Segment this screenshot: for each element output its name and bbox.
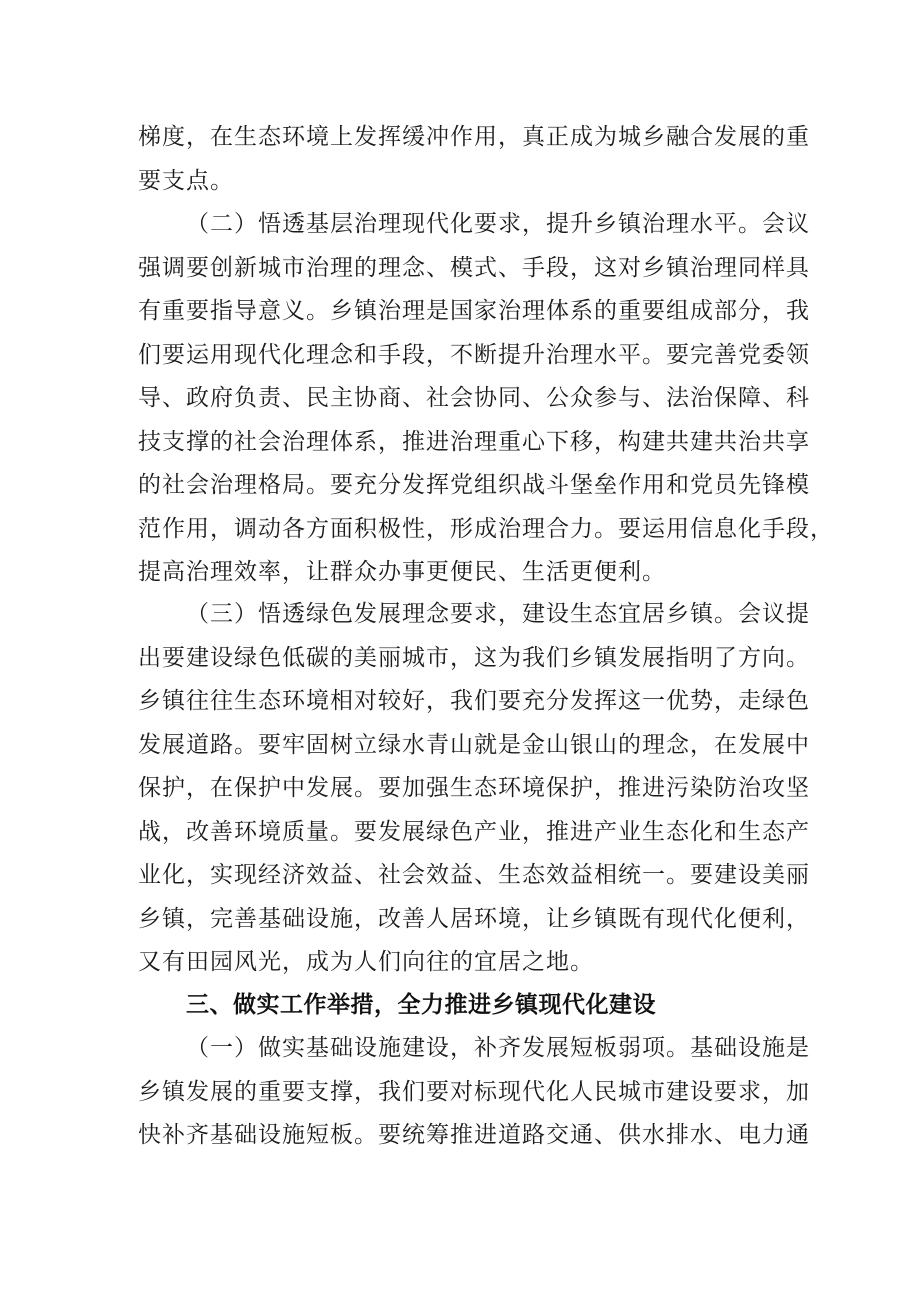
text-line: （一）做实基础设施建设，补齐发展短板弱项。基础设施是	[186, 1035, 810, 1061]
text-line: 快补齐基础设施短板。要统筹推进道路交通、供水排水、电力通	[138, 1122, 810, 1148]
text-line: 梯度，在生态环境上发挥缓冲作用，真正成为城乡融合发展的重	[138, 124, 810, 150]
text-line: 范作用，调动各方面积极性，形成治理合力。要运用信息化手段，	[138, 515, 834, 542]
text-line: （三）悟透绿色发展理念要求，建设生态宜居乡镇。会议提	[186, 601, 810, 627]
text-line: 业化，实现经济效益、社会效益、生态效益相统一。要建设美丽	[138, 862, 810, 888]
text-line: 发展道路。要牢固树立绿水青山就是金山银山的理念，在发展中	[138, 731, 810, 758]
text-line: 导、政府负责、民主协商、社会协同、公众参与、法治保障、科	[138, 385, 810, 411]
section-heading: 三、做实工作举措，全力推进乡镇现代化建设	[186, 992, 656, 1018]
text-line: 战，改善环境质量。要发展绿色产业，推进产业生态化和生态产	[138, 818, 810, 845]
text-line: 乡镇往往生态环境相对较好，我们要充分发挥这一优势，走绿色	[138, 688, 810, 714]
text-line: 的社会治理格局。要充分发挥党组织战斗堡垒作用和党员先锋模	[138, 472, 810, 498]
paragraph-infrastructure	[138, 1027, 810, 1158]
text-line: 又有田园风光，成为人们向往的宜居之地。	[138, 949, 594, 975]
text-line: 技支撑的社会治理体系，推进治理重心下移，构建共建共治共享	[138, 428, 810, 455]
text-line: 出要建设绿色低碳的美丽城市，这为我们乡镇发展指明了方向。	[138, 644, 810, 671]
text-line: （二）悟透基层治理现代化要求，提升乡镇治理水平。会议	[186, 211, 810, 237]
text-line: 强调要创新城市治理的理念、模式、手段，这对乡镇治理同样具	[138, 254, 810, 281]
paragraph-green-development	[138, 593, 810, 985]
text-line: 提高治理效率，让群众办事更便民、生活更便利。	[138, 559, 666, 585]
text-line: 乡镇发展的重要支撑，我们要对标现代化人民城市建设要求，加	[138, 1078, 810, 1105]
text-line: 要支点。	[138, 167, 234, 194]
text-line: 有重要指导意义。乡镇治理是国家治理体系的重要组成部分，我	[138, 298, 810, 324]
text-line: 乡镇，完善基础设施，改善人居环境，让乡镇既有现代化便利，	[138, 905, 810, 932]
paragraph-governance	[138, 203, 834, 595]
paragraph-continuation	[138, 116, 810, 203]
text-line: 保护，在保护中发展。要加强生态环境保护，推进污染防治攻坚	[138, 775, 810, 801]
text-line: 们要运用现代化理念和手段，不断提升治理水平。要完善党委领	[138, 341, 810, 368]
